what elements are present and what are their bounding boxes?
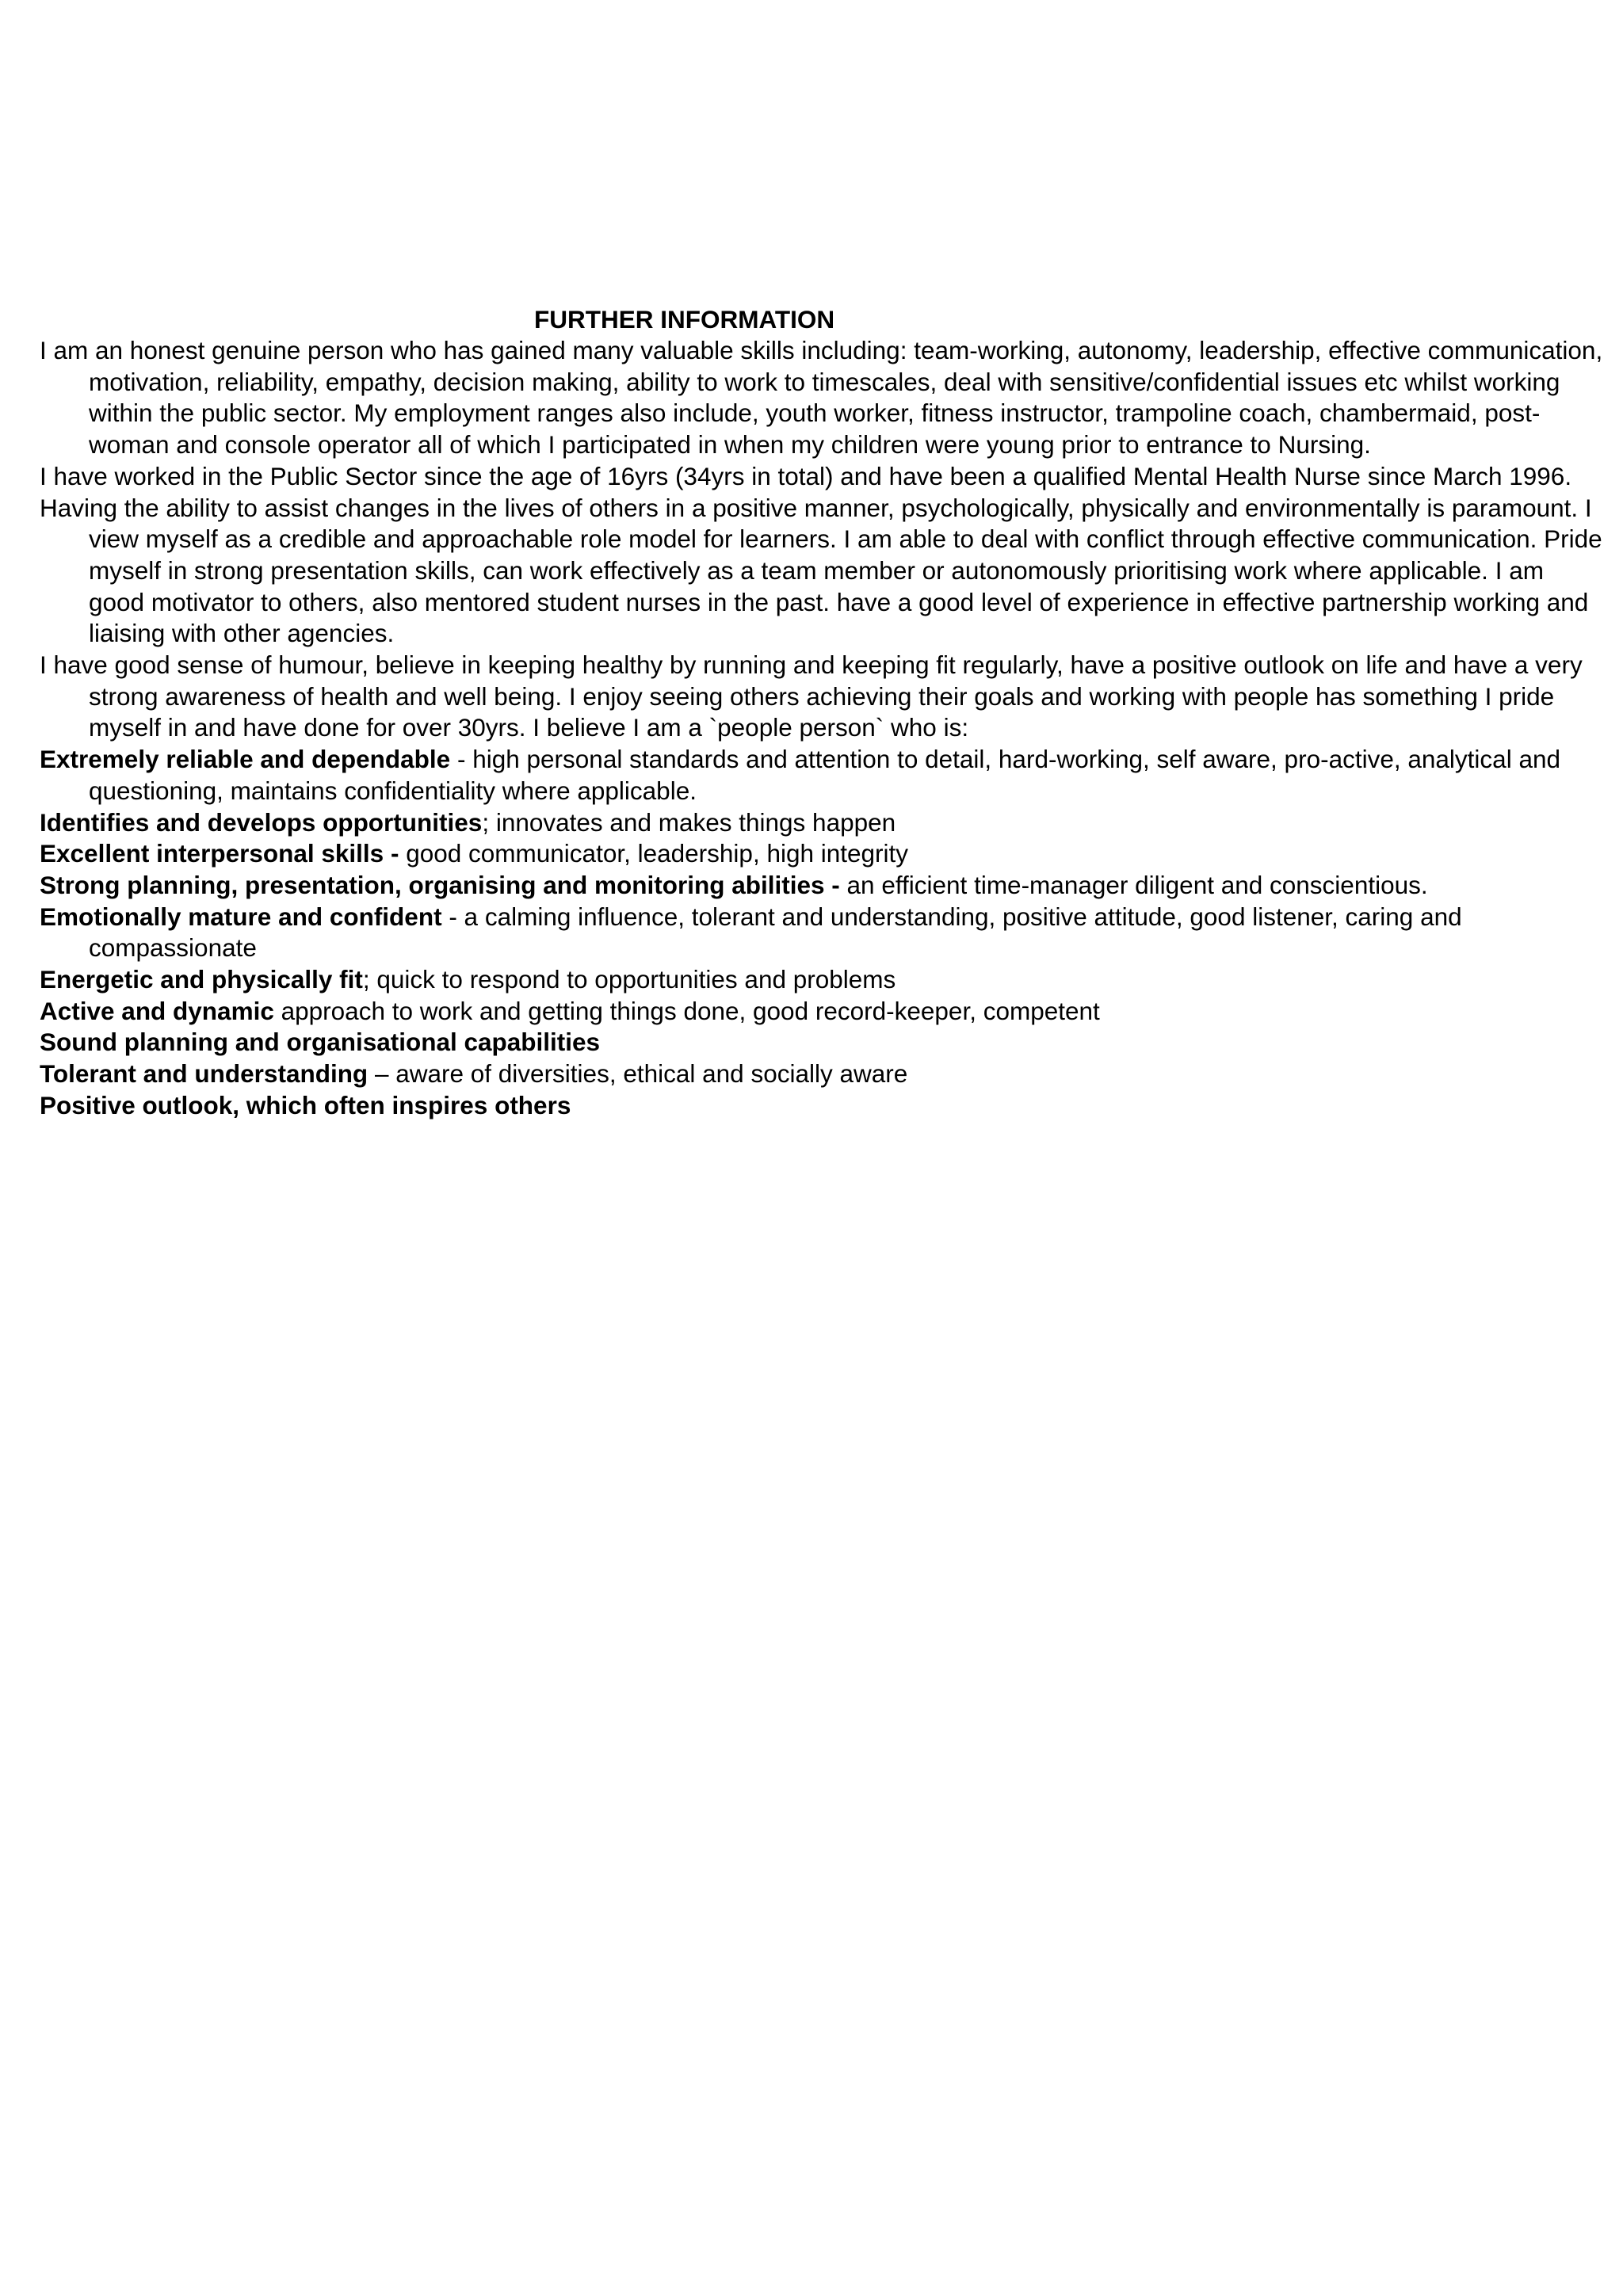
trait-item (40, 1090, 1605, 1122)
trait-description: - high personal standards and attention to detail, hard-working, self aware, pro-active, analytical and questioning, maintains confidentiality where applicable. (89, 745, 1560, 805)
trait-title: Extremely reliable and dependable (40, 745, 451, 774)
trait-item (40, 744, 1605, 807)
document-page (40, 303, 1605, 1122)
paragraph-personal: I have good sense of humour, believe in keeping healthy by running and keeping fit regularly, have a positive outlook on life and have a very strong awareness of health and well being. I enjoy seeing others achieving their goals and working with people has something I pride myself in and have done for over 30yrs. I believe I am a `people person` who is: (40, 650, 1583, 742)
trait-title: Identifies and develops opportunities (40, 807, 483, 837)
paragraph-public-sector: I have worked in the Public Sector since the age of 16yrs (34yrs in total) and have been a qualified Mental Health Nurse since March 1996. (40, 461, 1572, 490)
trait-description: - a calming influence, tolerant and understanding, positive attitude, good listener, caring and compassionate (89, 902, 1462, 963)
trait-title: Sound planning and organisational capabilities (40, 1028, 601, 1057)
paragraph-skills: I am an honest genuine person who has gained many valuable skills including: team-working, autonomy, leadership, effective communication, motivation, reliability, empathy, decision making, ability to work to timescales, deal with sensitive/confidential issues etc whilst working within the public sector. My employment ranges also include, youth worker, fitness instructor, trampoline coach, chambermaid, post-woman and console operator all of which I participated in when my children were young prior to entrance to Nursing. (40, 336, 1603, 460)
trait-title: Active and dynamic (40, 996, 274, 1025)
trait-title: Positive outlook, which often inspires others (40, 1090, 571, 1119)
trait-title: Energetic and physically fit (40, 965, 363, 994)
trait-item (40, 838, 1605, 870)
trait-title: Excellent interpersonal skills - (40, 839, 399, 868)
trait-title: Tolerant and understanding (40, 1059, 369, 1089)
trait-item (40, 870, 1605, 902)
trait-item (40, 1027, 1605, 1058)
paragraph-abilities: Having the ability to assist changes in the lives of others in a positive manner, psychologically, physically and environmentally is paramount. I view myself as a credible and approachable role model for learners. I am able to deal with conflict through effective communication. Pride myself in strong presentation skills, can work effectively as a team member or autonomously prioritising work where applicable. I am good motivator to others, also mentored student nurses in the past. have a good level of experience in effective partnership working and liaising with other agencies. (40, 493, 1602, 648)
trait-description: good communicator, leadership, high integrity (399, 839, 909, 868)
trait-item (40, 807, 1605, 839)
trait-item (40, 902, 1605, 964)
trait-title: Emotionally mature and confident (40, 902, 442, 931)
trait-description: – aware of diversities, ethical and socially aware (368, 1059, 908, 1089)
trait-item (40, 964, 1605, 996)
trait-title: Strong planning, presentation, organising and monitoring abilities - (40, 870, 840, 899)
section-heading: FURTHER INFORMATION (534, 305, 835, 334)
trait-description: an efficient time-manager diligent and conscientious. (839, 870, 1428, 899)
trait-description: approach to work and getting things done, good record-keeper, competent (273, 996, 1100, 1025)
trait-item (40, 996, 1605, 1028)
trait-description: ; quick to respond to opportunities and problems (362, 965, 896, 994)
trait-description: ; innovates and makes things happen (482, 807, 896, 837)
trait-item (40, 1058, 1605, 1090)
